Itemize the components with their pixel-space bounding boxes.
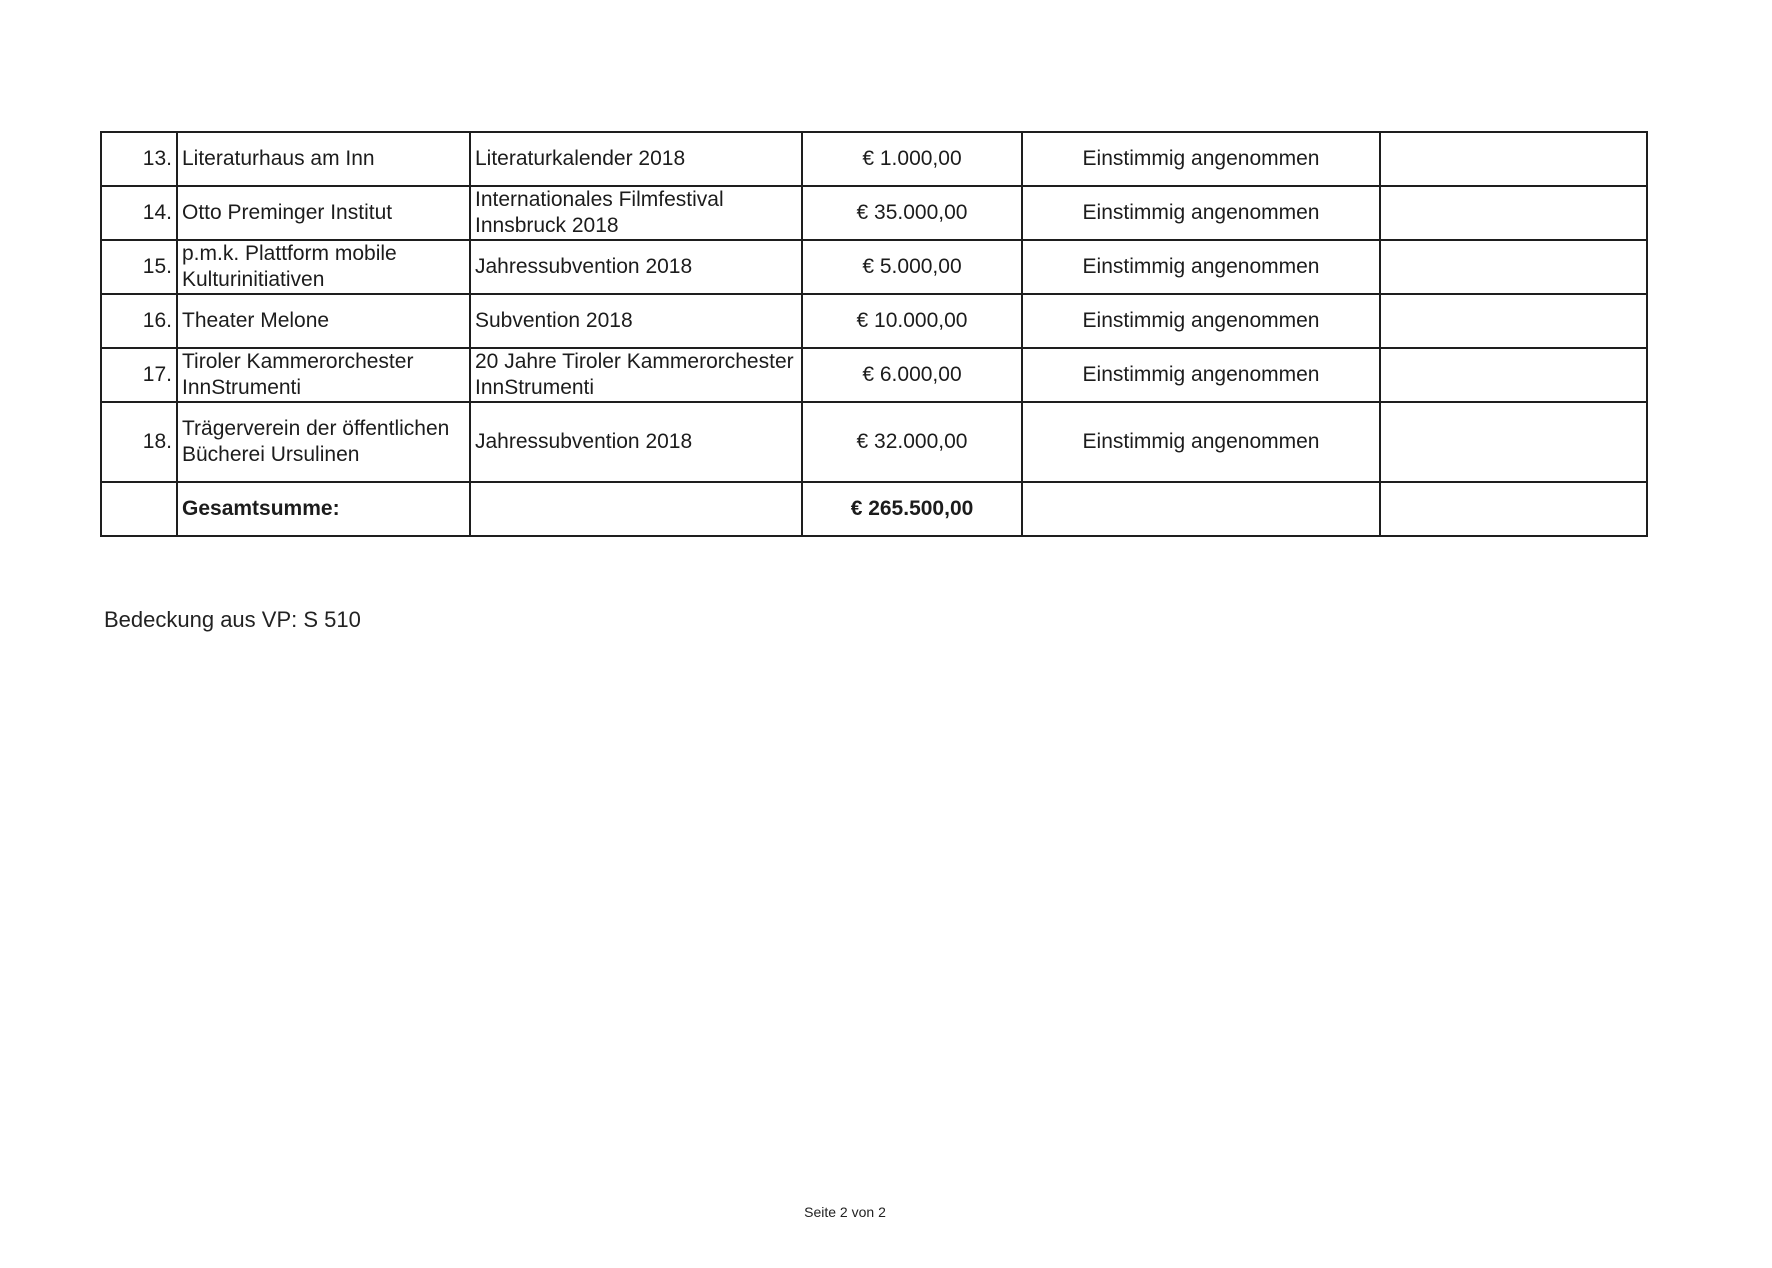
table-row bbox=[101, 294, 1647, 348]
total-project-cell bbox=[470, 482, 802, 536]
note-cell bbox=[1380, 348, 1647, 402]
table-row bbox=[101, 240, 1647, 294]
result-cell: Einstimmig angenommen bbox=[1022, 132, 1380, 186]
project-cell: Subvention 2018 bbox=[470, 294, 802, 348]
table-row bbox=[101, 348, 1647, 402]
table-row bbox=[101, 132, 1647, 186]
amount-cell: € 35.000,00 bbox=[802, 186, 1022, 240]
organization-cell: p.m.k. Plattform mobile Kulturinitiativen bbox=[177, 240, 470, 294]
note-cell bbox=[1380, 240, 1647, 294]
table-row bbox=[101, 402, 1647, 482]
total-number-cell bbox=[101, 482, 177, 536]
organization-cell: Theater Melone bbox=[177, 294, 470, 348]
note-cell bbox=[1380, 402, 1647, 482]
amount-cell: € 6.000,00 bbox=[802, 348, 1022, 402]
total-note-cell bbox=[1380, 482, 1647, 536]
project-cell: 20 Jahre Tiroler Kammerorchester InnStrumenti bbox=[470, 348, 802, 402]
note-cell bbox=[1380, 132, 1647, 186]
table-row bbox=[101, 186, 1647, 240]
result-cell: Einstimmig angenommen bbox=[1022, 294, 1380, 348]
grants-table bbox=[100, 131, 1648, 537]
project-cell: Literaturkalender 2018 bbox=[470, 132, 802, 186]
row-number: 17. bbox=[101, 348, 177, 402]
amount-cell: € 5.000,00 bbox=[802, 240, 1022, 294]
amount-cell: € 1.000,00 bbox=[802, 132, 1022, 186]
total-label: Gesamtsumme: bbox=[177, 482, 470, 536]
coverage-note: Bedeckung aus VP: S 510 bbox=[104, 607, 361, 632]
organization-cell: Literaturhaus am Inn bbox=[177, 132, 470, 186]
note-cell bbox=[1380, 294, 1647, 348]
project-cell: Internationales Filmfestival Innsbruck 2018 bbox=[470, 186, 802, 240]
total-result-cell bbox=[1022, 482, 1380, 536]
organization-cell: Tiroler Kammerorchester InnStrumenti bbox=[177, 348, 470, 402]
total-amount: € 265.500,00 bbox=[802, 482, 1022, 536]
organization-cell: Otto Preminger Institut bbox=[177, 186, 470, 240]
project-cell: Jahressubvention 2018 bbox=[470, 402, 802, 482]
organization-cell: Trägerverein der öffentlichen Bücherei Ursulinen bbox=[177, 402, 470, 482]
row-number: 13. bbox=[101, 132, 177, 186]
result-cell: Einstimmig angenommen bbox=[1022, 240, 1380, 294]
page-footer: Seite 2 von 2 bbox=[804, 1204, 886, 1220]
row-number: 14. bbox=[101, 186, 177, 240]
project-cell: Jahressubvention 2018 bbox=[470, 240, 802, 294]
amount-cell: € 32.000,00 bbox=[802, 402, 1022, 482]
row-number: 16. bbox=[101, 294, 177, 348]
row-number: 18. bbox=[101, 402, 177, 482]
result-cell: Einstimmig angenommen bbox=[1022, 348, 1380, 402]
total-row bbox=[101, 482, 1647, 536]
result-cell: Einstimmig angenommen bbox=[1022, 186, 1380, 240]
amount-cell: € 10.000,00 bbox=[802, 294, 1022, 348]
result-cell: Einstimmig angenommen bbox=[1022, 402, 1380, 482]
note-cell bbox=[1380, 186, 1647, 240]
row-number: 15. bbox=[101, 240, 177, 294]
